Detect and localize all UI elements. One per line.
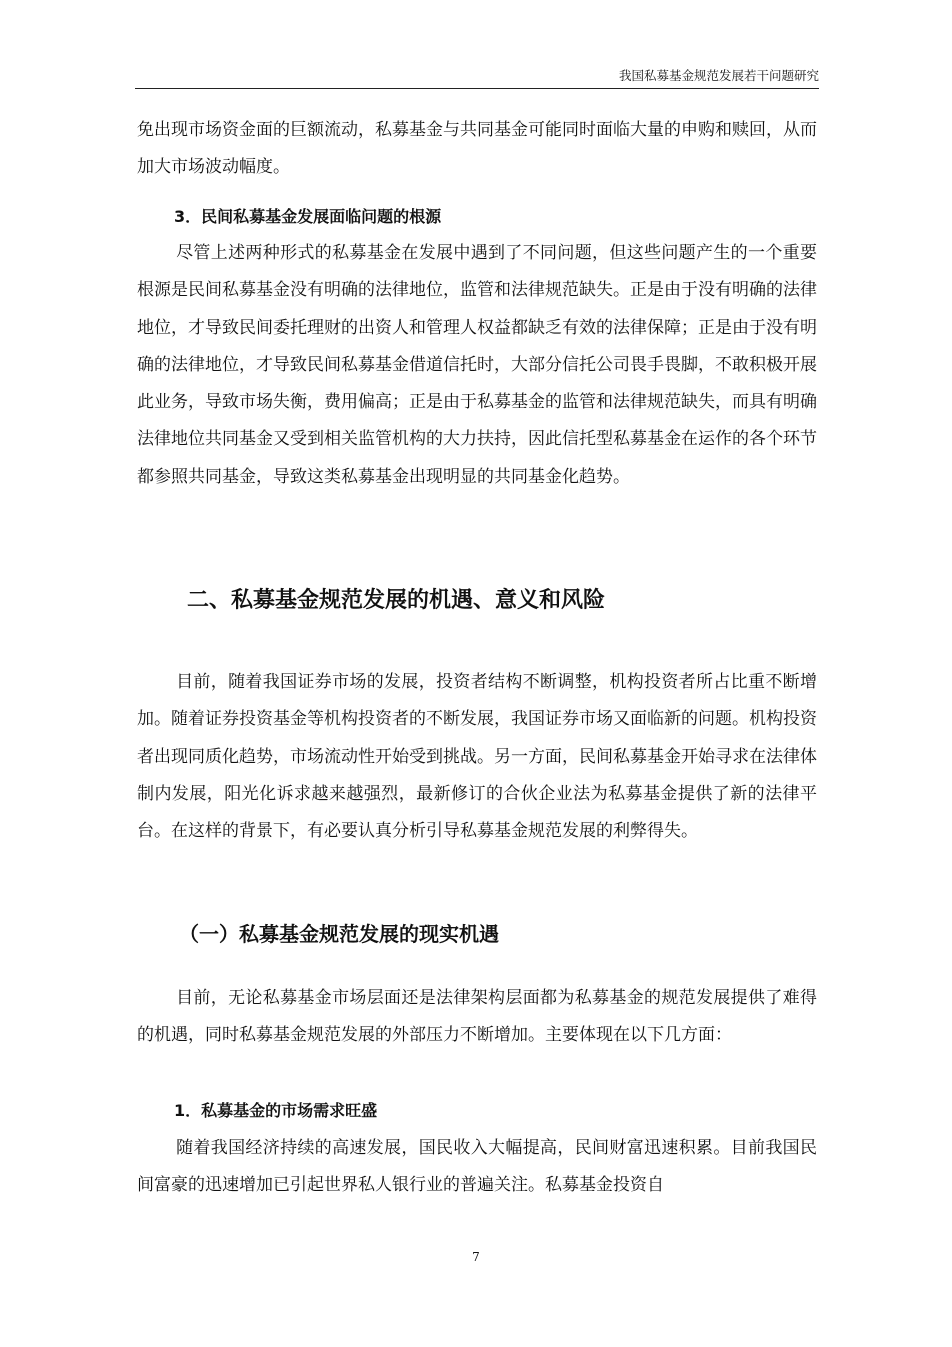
paragraph-opportunity: 目前，无论私募基金市场层面还是法律架构层面都为私募基金的规范发展提供了难得的机遇，同时私募基金规范发展的外部压力不断增加。主要体现在以下几方面： <box>137 988 817 1046</box>
header-divider <box>135 88 819 89</box>
subsection-title: （一）私募基金规范发展的现实机遇 <box>179 922 499 946</box>
paragraph-section-intro: 目前，随着我国证券市场的发展，投资者结构不断调整，机构投资者所占比重不断增加。随着证券投资基金等机构投资者的不断发展，我国证券市场又面临新的问题。机构投资者出现同质化趋势，市场流动性开始受到挑战。另一方面，民间私募基金开始寻求在法律体制内发展，阳光化诉求越来越强烈，最新修订的合伙企业法为私募基金提供了新的法律平台。在这样的背景下，有必要认真分析引导私募基金规范发展的利弊得失。 <box>137 672 817 842</box>
page-number: 7 <box>472 1250 480 1264</box>
running-header: 我国私募基金规范发展若干问题研究 <box>618 68 819 83</box>
section-title: 二、私募基金规范发展的机遇、意义和风险 <box>187 588 606 613</box>
paragraph-demand: 随着我国经济持续的高速发展，国民收入大幅提高，民间财富迅速积累。目前我国民间富豪的迅速增加已引起世界私人银行业的普遍关注。私募基金投资自 <box>137 1138 817 1196</box>
paragraph-roots: 尽管上述两种形式的私募基金在发展中遇到了不同问题，但这些问题产生的一个重要根源是民间私募基金没有明确的法律地位，监管和法律规范缺失。正是由于没有明确的法律地位，才导致民间委托理财的出资人和管理人权益都缺乏有效的法律保障；正是由于没有明确的法律地位，才导致民间私募基金借道信托时，大部分信托公司畏手畏脚，不敢积极开展此业务，导致市场失衡，费用偏高；正是由于私募基金的监管和法律规范缺失，而具有明确法律地位共同基金又受到相关监管机构的大力扶持，因此信托型私募基金在运作的各个环节都参照共同基金，导致这类私募基金出现明显的共同基金化趋势。 <box>137 243 817 487</box>
heading-roots: 3．民间私募基金发展面临问题的根源 <box>174 207 442 226</box>
paragraph-continued: 免出现市场资金面的巨额流动，私募基金与共同基金可能同时面临大量的申购和赎回，从而加大市场波动幅度。 <box>137 120 817 178</box>
heading-demand: 1．私募基金的市场需求旺盛 <box>174 1101 378 1120</box>
